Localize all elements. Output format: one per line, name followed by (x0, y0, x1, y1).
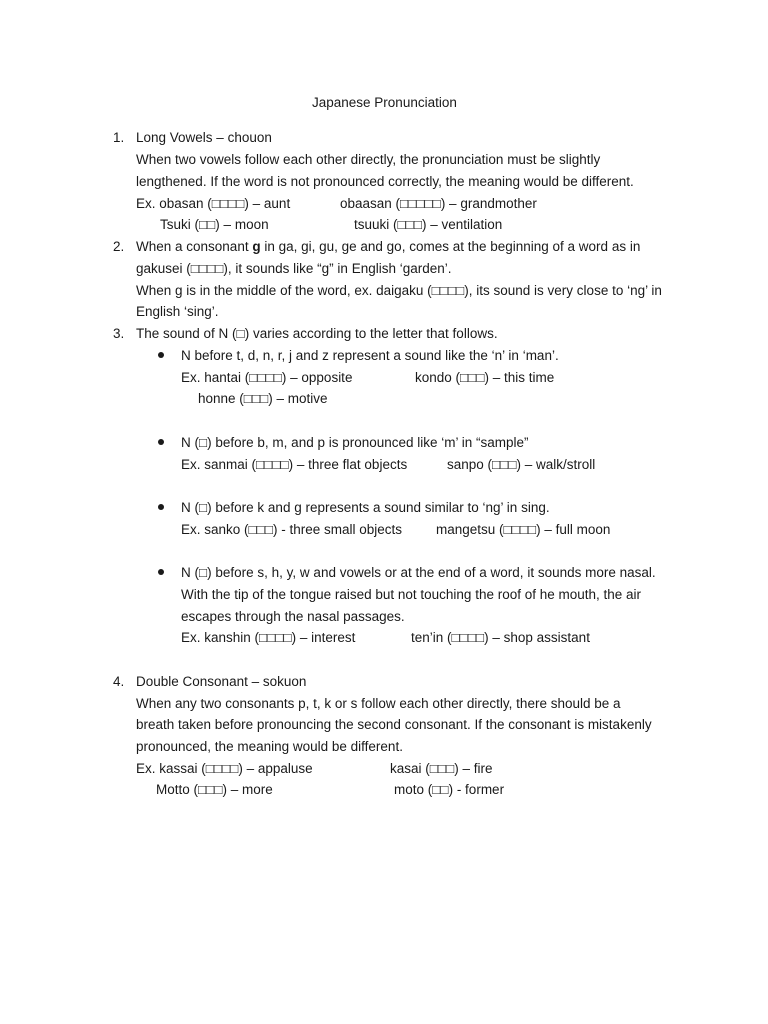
example-text: moto (□□) - former (394, 782, 505, 797)
bullet-text: escapes through the nasal passages. (181, 609, 405, 624)
example-text: kondo (□□□) – this time (415, 370, 555, 385)
bullet-text: With the tip of the tongue raised but not touching the roof of he mouth, the air (181, 587, 642, 602)
section-2-text (136, 238, 640, 256)
section-4-text: pronounced, the meaning would be different. (136, 739, 403, 754)
example-text: Ex. hantai (□□□□) – opposite (181, 370, 353, 385)
example-text: Tsuki (□□) – moon (160, 217, 269, 232)
example-text: honne (□□□) – motive (198, 391, 328, 406)
example-text: sanpo (□□□) – walk/stroll (447, 457, 596, 472)
list-number-1: 1. (113, 130, 125, 145)
bullet-text: N (□) before k and g represents a sound similar to ‘ng’ in sing. (181, 500, 550, 515)
example-text: Ex. kanshin (□□□□) – interest (181, 630, 356, 645)
bullet-icon (158, 352, 164, 358)
bold-letter: g (252, 239, 261, 254)
bullet-text: N (□) before b, m, and p is pronounced like ‘m’ in “sample” (181, 435, 529, 450)
example-text: Ex. kassai (□□□□) – appaluse (136, 761, 313, 776)
bullet-icon (158, 439, 164, 445)
example-text: Ex. obasan (□□□□) – aunt (136, 196, 291, 211)
text-run: When a consonant (136, 239, 253, 254)
section-1-text: lengthened. If the word is not pronounced correctly, the meaning would be different. (136, 174, 634, 189)
section-2-text: gakusei (□□□□), it sounds like “g” in English ‘garden’. (136, 261, 452, 276)
section-2-text: English ‘sing’. (136, 304, 219, 319)
example-text: Motto (□□□) – more (156, 782, 273, 797)
example-text: tsuuki (□□□) – ventilation (354, 217, 503, 232)
section-4-text: breath taken before pronouncing the second consonant. If the consonant is mistakenly (136, 717, 652, 732)
page-title: Japanese Pronunciation (312, 95, 457, 110)
example-text: ten’in (□□□□) – shop assistant (411, 630, 590, 645)
section-3-intro: The sound of N (□) varies according to the letter that follows. (136, 326, 498, 341)
section-1-text: When two vowels follow each other directly, the pronunciation must be slightly (136, 152, 601, 167)
section-4-heading: Double Consonant – sokuon (136, 674, 307, 689)
bullet-text: N (□) before s, h, y, w and vowels or at the end of a word, it sounds more nasal. (181, 565, 656, 580)
example-text: Ex. sanko (□□□) - three small objects (181, 522, 403, 537)
example-text: kasai (□□□) – fire (390, 761, 493, 776)
list-number-3: 3. (113, 326, 125, 341)
bullet-icon (158, 504, 164, 510)
section-4-text: When any two consonants p, t, k or s follow each other directly, there should be a (136, 696, 621, 711)
section-1-heading: Long Vowels – chouon (136, 130, 272, 145)
list-number-4: 4. (113, 674, 125, 689)
section-2-text: When g is in the middle of the word, ex. daigaku (□□□□), its sound is very close to ‘ng’ in (136, 283, 662, 298)
bullet-icon (158, 569, 164, 575)
example-text: obaasan (□□□□□) – grandmother (340, 196, 537, 211)
text-run: in ga, gi, gu, ge and go, comes at the beginning of a word as in (260, 239, 641, 254)
bullet-text: N before t, d, n, r, j and z represent a sound like the ‘n’ in ‘man’. (181, 348, 559, 363)
list-number-2: 2. (113, 239, 125, 254)
example-text: mangetsu (□□□□) – full moon (436, 522, 611, 537)
example-text: Ex. sanmai (□□□□) – three flat objects (181, 457, 408, 472)
